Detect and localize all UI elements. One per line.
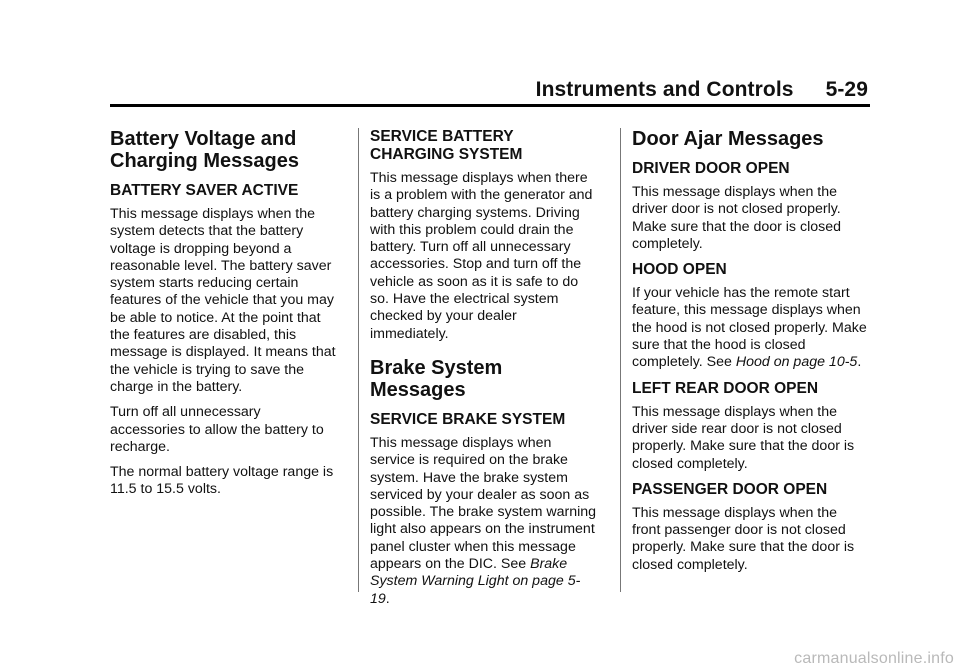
subheading-hood: HOOD OPEN [632, 261, 727, 279]
paragraph [632, 285, 868, 371]
cross-reference-link[interactable]: Brake System Warning Light on page 5-19 [370, 556, 581, 607]
paragraph-text: . [385, 590, 390, 607]
section-heading-brake: Brake System Messages [370, 356, 503, 401]
section-title: Instruments and Controls [535, 78, 794, 101]
subheading-driver-door: DRIVER DOOR OPEN [632, 160, 790, 177]
paragraph: This message displays when the driver door is not closed properly. Make sure that the door is closed completely. [632, 184, 841, 252]
header-rule [110, 104, 870, 107]
paragraph: This message displays when there is a problem with the generator and battery charging systems. Driving with this problem could drain the battery. Turn off all unnecessary accessories. Stop and turn off the vehicle as soon as it is safe to do so. Have the electrical system checked by your dealer immediately. [370, 170, 593, 342]
column-divider [358, 128, 359, 592]
paragraph: Turn off all unnecessary accessories to allow the battery to recharge. [110, 404, 324, 455]
page-header [110, 78, 868, 102]
page-number: 5-29 [825, 78, 868, 101]
column-left [110, 128, 338, 507]
paragraph: This message displays when the driver side rear door is not closed properly. Make sure that the door is closed completely. [632, 403, 855, 472]
watermark: carmanualsonline.info [794, 650, 954, 667]
paragraph-text: This message displays when service is required on the brake system. Have the brake system serviced by your dealer as soon as possible. The brake system warning light also appears on the instrument panel cluster when this message appears on the DIC. See [370, 434, 597, 573]
paragraph-text: If your vehicle has the remote start feature, this message displays when the hood is not closed properly. Make sure that the hood is closed completely. See [632, 285, 867, 371]
column-middle [370, 128, 598, 616]
column-divider [620, 128, 621, 592]
subheading-service-battery: SERVICE BATTERY CHARGING SYSTEM [370, 128, 523, 163]
section-heading-door: Door Ajar Messages [632, 128, 824, 150]
paragraph: This message displays when the front passenger door is not closed properly. Make sure that the door is closed completely. [632, 504, 855, 573]
paragraph: This message displays when the system detects that the battery voltage is dropping beyond a reasonable level. The battery saver system starts reducing certain features of the vehicle that you may be able to notice. At the point that the features are disabled, this message is displayed. It means that the vehicle is trying to save the charge in the battery. [110, 206, 336, 395]
cross-reference-link[interactable]: Hood on page 10-5 [735, 354, 858, 371]
paragraph [370, 435, 598, 608]
paragraph-text: . [857, 354, 862, 371]
subheading-left-rear-door: LEFT REAR DOOR OPEN [632, 379, 819, 397]
paragraph: The normal battery voltage range is 11.5 to 15.5 volts. [110, 464, 334, 498]
subheading-service-brake: SERVICE BRAKE SYSTEM [370, 410, 566, 428]
section-heading-battery: Battery Voltage and Charging Messages [110, 128, 299, 172]
subheading-passenger-door: PASSENGER DOOR OPEN [632, 480, 828, 498]
column-right [632, 128, 868, 582]
subheading-battery-saver: BATTERY SAVER ACTIVE [110, 182, 299, 199]
